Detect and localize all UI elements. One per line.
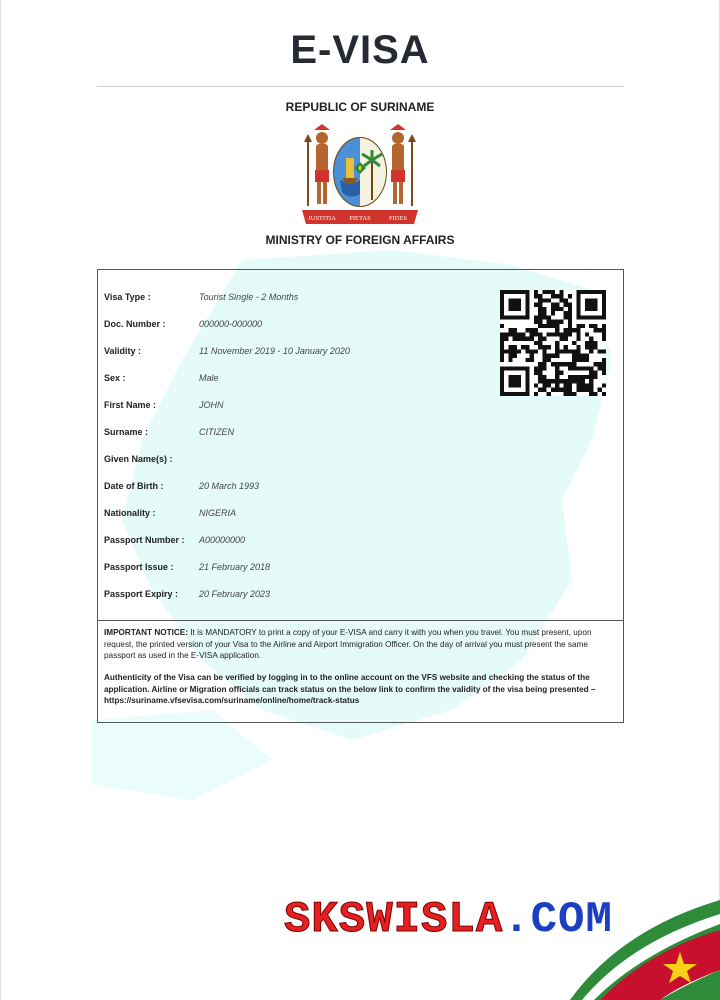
field-value: A00000000 bbox=[199, 535, 246, 545]
field-value: CITIZEN bbox=[199, 427, 234, 437]
field-value: 21 February 2018 bbox=[199, 562, 271, 572]
field-label: First Name : bbox=[104, 400, 157, 410]
field-label: Validity : bbox=[104, 346, 142, 356]
field-label: Passport Number : bbox=[104, 535, 185, 545]
left-supporter-figure bbox=[304, 124, 330, 206]
field-label: Visa Type : bbox=[104, 292, 151, 302]
field-label: Passport Expiry : bbox=[104, 589, 179, 599]
field-label: Nationality : bbox=[104, 508, 156, 518]
field-value: JOHN bbox=[199, 400, 224, 410]
authenticity-notice: Authenticity of the Visa can be verified by logging in to the online account on the VFS website and checking the status of the application. Airline or Migration officials can track status on the below link to confirm the validity of the visa being presented – https://suriname.vfsevisa.com/suriname/online/home/track-status bbox=[104, 673, 596, 705]
qr-code-icon bbox=[500, 290, 606, 396]
field-value: 000000-000000 bbox=[199, 319, 263, 329]
right-supporter-figure bbox=[390, 124, 416, 206]
field-label: Date of Birth : bbox=[104, 481, 164, 491]
important-notice bbox=[104, 627, 618, 662]
field-value: Tourist Single - 2 Months bbox=[199, 292, 299, 302]
brand-domain: .COM bbox=[503, 895, 613, 945]
title-divider bbox=[97, 86, 624, 87]
field-label: Given Name(s) : bbox=[104, 454, 173, 464]
field-value: 11 November 2019 - 10 January 2020 bbox=[199, 346, 350, 356]
coat-of-arms-icon bbox=[296, 120, 424, 228]
field-value: 20 March 1993 bbox=[199, 481, 260, 491]
field-label: Doc. Number : bbox=[104, 319, 166, 329]
field-label: Passport Issue : bbox=[104, 562, 174, 572]
field-value: Male bbox=[199, 373, 219, 383]
field-value: 20 February 2023 bbox=[199, 589, 271, 599]
watermark-brand-text bbox=[284, 895, 613, 945]
brand-name: SKSWISLA bbox=[284, 895, 504, 945]
notice-text: It is MANDATORY to print a copy of your E-VISA and carry it with you when you travel. You must present, upon request, the printed version of your Visa to the Airline and Airport Immigration Officer. On the day of arrival you must present the same passport as used in the E-VISA application. bbox=[104, 628, 592, 660]
ministry-heading: MINISTRY OF FOREIGN AFFAIRS bbox=[265, 233, 455, 247]
republic-heading: REPUBLIC OF SURINAME bbox=[285, 100, 435, 114]
svg-text:PIETAS: PIETAS bbox=[349, 215, 371, 222]
shield bbox=[334, 138, 386, 206]
notice-heading: IMPORTANT NOTICE: bbox=[104, 628, 188, 637]
field-label: Sex : bbox=[104, 373, 126, 383]
document-title: E-VISA bbox=[290, 28, 430, 72]
svg-text:FIDES: FIDES bbox=[388, 215, 408, 222]
field-label: Surname : bbox=[104, 427, 149, 437]
field-value: NIGERIA bbox=[199, 508, 237, 518]
svg-text:JUSTITIA: JUSTITIA bbox=[308, 215, 336, 222]
